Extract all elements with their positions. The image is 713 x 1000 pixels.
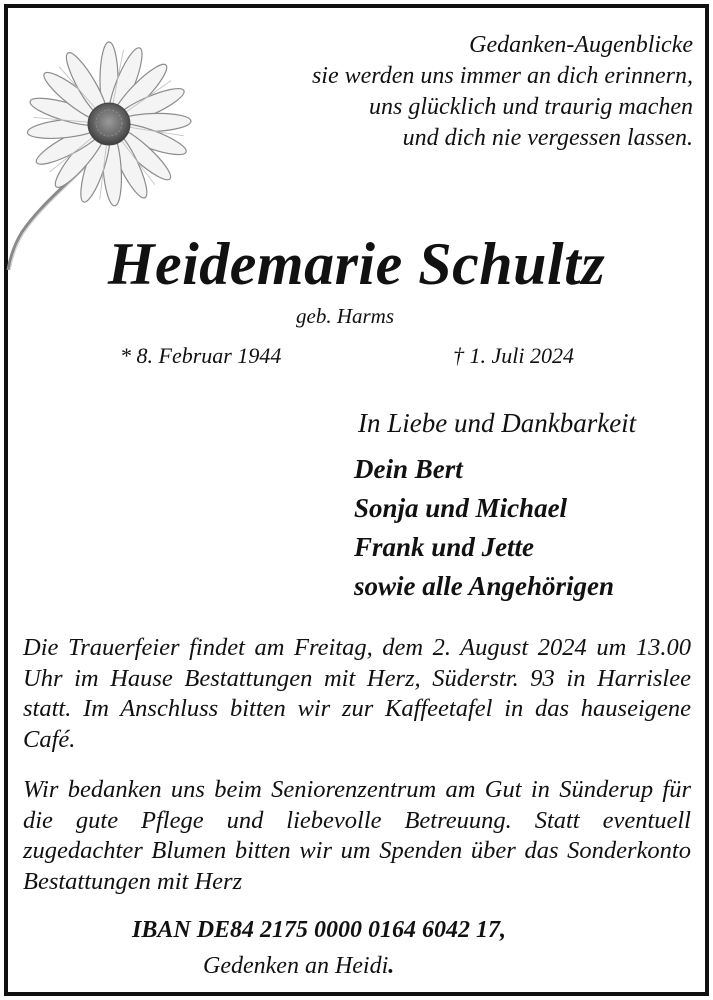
- deceased-name: Heidemarie Schultz: [107, 231, 606, 297]
- poem-line: und dich nie vergessen lassen.: [402, 125, 693, 151]
- mourner-name: sowie alle Angehörigen: [354, 571, 615, 601]
- poem-line: Gedanken-Augenblicke: [469, 32, 693, 58]
- birth-date: * 8. Februar 1944: [120, 343, 282, 368]
- maiden-name: geb. Harms: [296, 304, 394, 328]
- poem-line: sie werden uns immer an dich erinnern,: [311, 63, 693, 89]
- donation-reference: [203, 951, 394, 981]
- thanks-paragraph: Wir bedanken uns beim Seniorenzentrum am Gut in Sünderup für die gute Pflege und liebevolle Betreuung. Statt eventuell zugedachter Blumen bitten wir um Spenden über das Sonderkonto Bestattungen mit Herz: [23, 776, 691, 895]
- donation-reference-text: Gedenken an Heidi: [203, 953, 389, 979]
- mourners-list: [354, 450, 614, 606]
- poem-line: uns glücklich und traurig machen: [369, 94, 693, 120]
- donation-reference-suffix: .: [388, 953, 395, 979]
- mourner-name: Sonja und Michael: [354, 493, 568, 523]
- funeral-info-paragraph: Die Trauerfeier findet am Freitag, dem 2. August 2024 um 13.00 Uhr im Hause Bestattungen mit Herz, Süderstr. 93 in Harrislee statt. Im Anschluss bitten wir zur Kaffeetafel in das hauseigene Café.: [23, 634, 691, 753]
- mourner-name: Frank und Jette: [354, 532, 535, 562]
- death-date: † 1. Juli 2024: [453, 343, 574, 368]
- iban-line: IBAN DE84 2175 0000 0164 6042 17,: [132, 917, 507, 943]
- poem: [312, 30, 693, 154]
- mourner-name: Dein Bert: [354, 454, 463, 484]
- dedication: In Liebe und Dankbarkeit: [358, 408, 637, 438]
